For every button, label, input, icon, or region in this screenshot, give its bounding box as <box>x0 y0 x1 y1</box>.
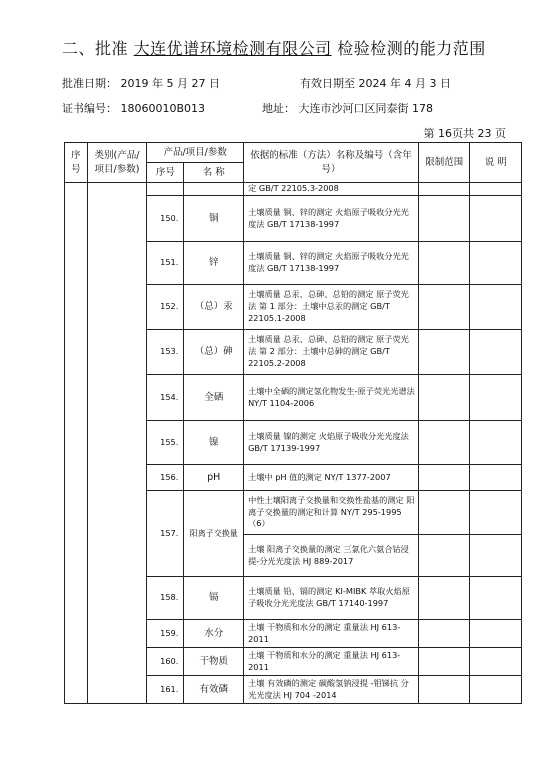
row-remark <box>470 375 522 421</box>
row-limit <box>419 242 470 285</box>
row-standard: 土壤 干物质和水分的测定 重量法 HJ 613-2011 <box>244 620 419 648</box>
approval-date <box>62 75 220 91</box>
row-limit <box>419 491 470 535</box>
row-standard: 中性土壤阳离子交换量和交换性盐基的测定 阳离子交换量的测定和计算 NY/T 295-1995（6） <box>244 491 419 535</box>
page-number: 第 16页共 23 页 <box>423 127 506 140</box>
title-org: 大连优谱环境检测有限公司 <box>133 39 332 58</box>
address-value: 大连市沙河口区同泰街 178 <box>298 102 433 115</box>
row-limit <box>419 375 470 421</box>
row-name: 镍 <box>184 421 244 465</box>
row-limit <box>419 676 470 704</box>
row-standard: 土壤质量 总汞、总砷、总铅的测定 原子荧光法 第 2 部分：土壤中总砷的测定 GB/T 22105.2-2008 <box>244 330 419 375</box>
address <box>262 100 433 116</box>
valid-until-label: 有效日期至 <box>300 77 355 90</box>
row-limit <box>419 620 470 648</box>
header-name: 名 称 <box>184 163 244 183</box>
header-remark: 说 明 <box>470 143 522 183</box>
row-no <box>147 183 184 196</box>
row-limit <box>419 465 470 491</box>
row-remark <box>470 330 522 375</box>
row-limit <box>419 648 470 676</box>
row-standard: 土壤中全硒的测定氢化物发生-原子荧光光谱法 NY/T 1104-2006 <box>244 375 419 421</box>
header-standard: 依据的标准（方法）名称及编号（含年号） <box>244 143 419 183</box>
row-remark <box>470 620 522 648</box>
row-limit <box>419 330 470 375</box>
row-name: 铜 <box>184 196 244 242</box>
row-limit <box>419 577 470 620</box>
row-name: 水分 <box>184 620 244 648</box>
row-remark <box>470 242 522 285</box>
row-limit <box>419 535 470 577</box>
row-name: 阳离子交换量 <box>184 491 244 577</box>
row-standard: 定 GB/T 22105.3-2008 <box>244 183 419 196</box>
row-no: 159. <box>147 620 184 648</box>
header-seq: 序号 <box>65 143 88 183</box>
row-standard-alt: 土壤 阳离子交换量的测定 三氯化六氨合钴浸提-分光光度法 HJ 889-2017 <box>244 535 419 577</box>
row-name: （总）汞 <box>184 285 244 330</box>
row-remark <box>470 465 522 491</box>
row-name: （总）砷 <box>184 330 244 375</box>
row-no: 157. <box>147 491 184 577</box>
address-label: 地址： <box>262 102 295 115</box>
title-suffix: 检验检测的能力范围 <box>337 39 486 58</box>
row-no: 151. <box>147 242 184 285</box>
cert-no <box>62 100 205 116</box>
seq-cell <box>65 183 88 704</box>
approval-date-label: 批准日期： <box>62 77 117 90</box>
row-standard: 土壤 有效磷的测定 碳酸氢钠浸提 -钼锑抗 分光光度法 HJ 704 -2014 <box>244 676 419 704</box>
row-remark <box>470 183 522 196</box>
row-name: 锌 <box>184 242 244 285</box>
cert-no-label: 证书编号： <box>62 102 117 115</box>
page-title <box>62 36 486 59</box>
row-remark <box>470 285 522 330</box>
row-no: 160. <box>147 648 184 676</box>
row-name: 干物质 <box>184 648 244 676</box>
header-limit: 限制范围 <box>419 143 470 183</box>
header-product-group: 产品/项目/参数 <box>147 143 244 163</box>
row-remark <box>470 196 522 242</box>
row-standard: 土壤质量 铜、锌的测定 火焰原子吸收分光光度法 GB/T 17138-1997 <box>244 242 419 285</box>
row-no: 152. <box>147 285 184 330</box>
row-no: 154. <box>147 375 184 421</box>
capability-table <box>64 142 522 704</box>
row-name: 有效磷 <box>184 676 244 704</box>
row-name: 全硒 <box>184 375 244 421</box>
header-category: 类别(产品/项目/参数) <box>87 143 147 183</box>
row-remark <box>470 535 522 577</box>
title-prefix: 二、批准 <box>62 39 129 58</box>
header-sub-seq: 序号 <box>147 163 184 183</box>
row-standard: 土壤质量 总汞、总砷、总铅的测定 原子荧光法 第 1 部分：土壤中总汞的测定 GB/T 22105.1-2008 <box>244 285 419 330</box>
row-name: 镉 <box>184 577 244 620</box>
row-no: 156. <box>147 465 184 491</box>
row-remark <box>470 491 522 535</box>
row-limit <box>419 285 470 330</box>
row-limit <box>419 196 470 242</box>
row-name <box>184 183 244 196</box>
table-row <box>65 183 522 196</box>
row-standard: 土壤 干物质和水分的测定 重量法 HJ 613-2011 <box>244 648 419 676</box>
row-standard: 土壤质量 铅、镉的测定 KI-MIBK 萃取火焰原子吸收分光光度法 GB/T 17140-1997 <box>244 577 419 620</box>
valid-until <box>300 75 451 91</box>
category-cell <box>87 183 147 704</box>
row-name: pH <box>184 465 244 491</box>
row-no: 158. <box>147 577 184 620</box>
row-standard: 土壤质量 镍的测定 火焰原子吸收分光光度法 GB/T 17139-1997 <box>244 421 419 465</box>
row-no: 153. <box>147 330 184 375</box>
row-no: 150. <box>147 196 184 242</box>
valid-until-value: 2024 年 4 月 3 日 <box>358 77 451 90</box>
row-remark <box>470 577 522 620</box>
row-limit <box>419 183 470 196</box>
row-standard: 土壤质量 铜、锌的测定 火焰原子吸收分光光度法 GB/T 17138-1997 <box>244 196 419 242</box>
row-limit <box>419 421 470 465</box>
cert-no-value: 18060010B013 <box>120 102 206 115</box>
row-no: 155. <box>147 421 184 465</box>
row-remark <box>470 648 522 676</box>
row-remark <box>470 676 522 704</box>
approval-date-value: 2019 年 5 月 27 日 <box>120 77 220 90</box>
row-standard: 土壤中 pH 值的测定 NY/T 1377-2007 <box>244 465 419 491</box>
row-remark <box>470 421 522 465</box>
row-no: 161. <box>147 676 184 704</box>
